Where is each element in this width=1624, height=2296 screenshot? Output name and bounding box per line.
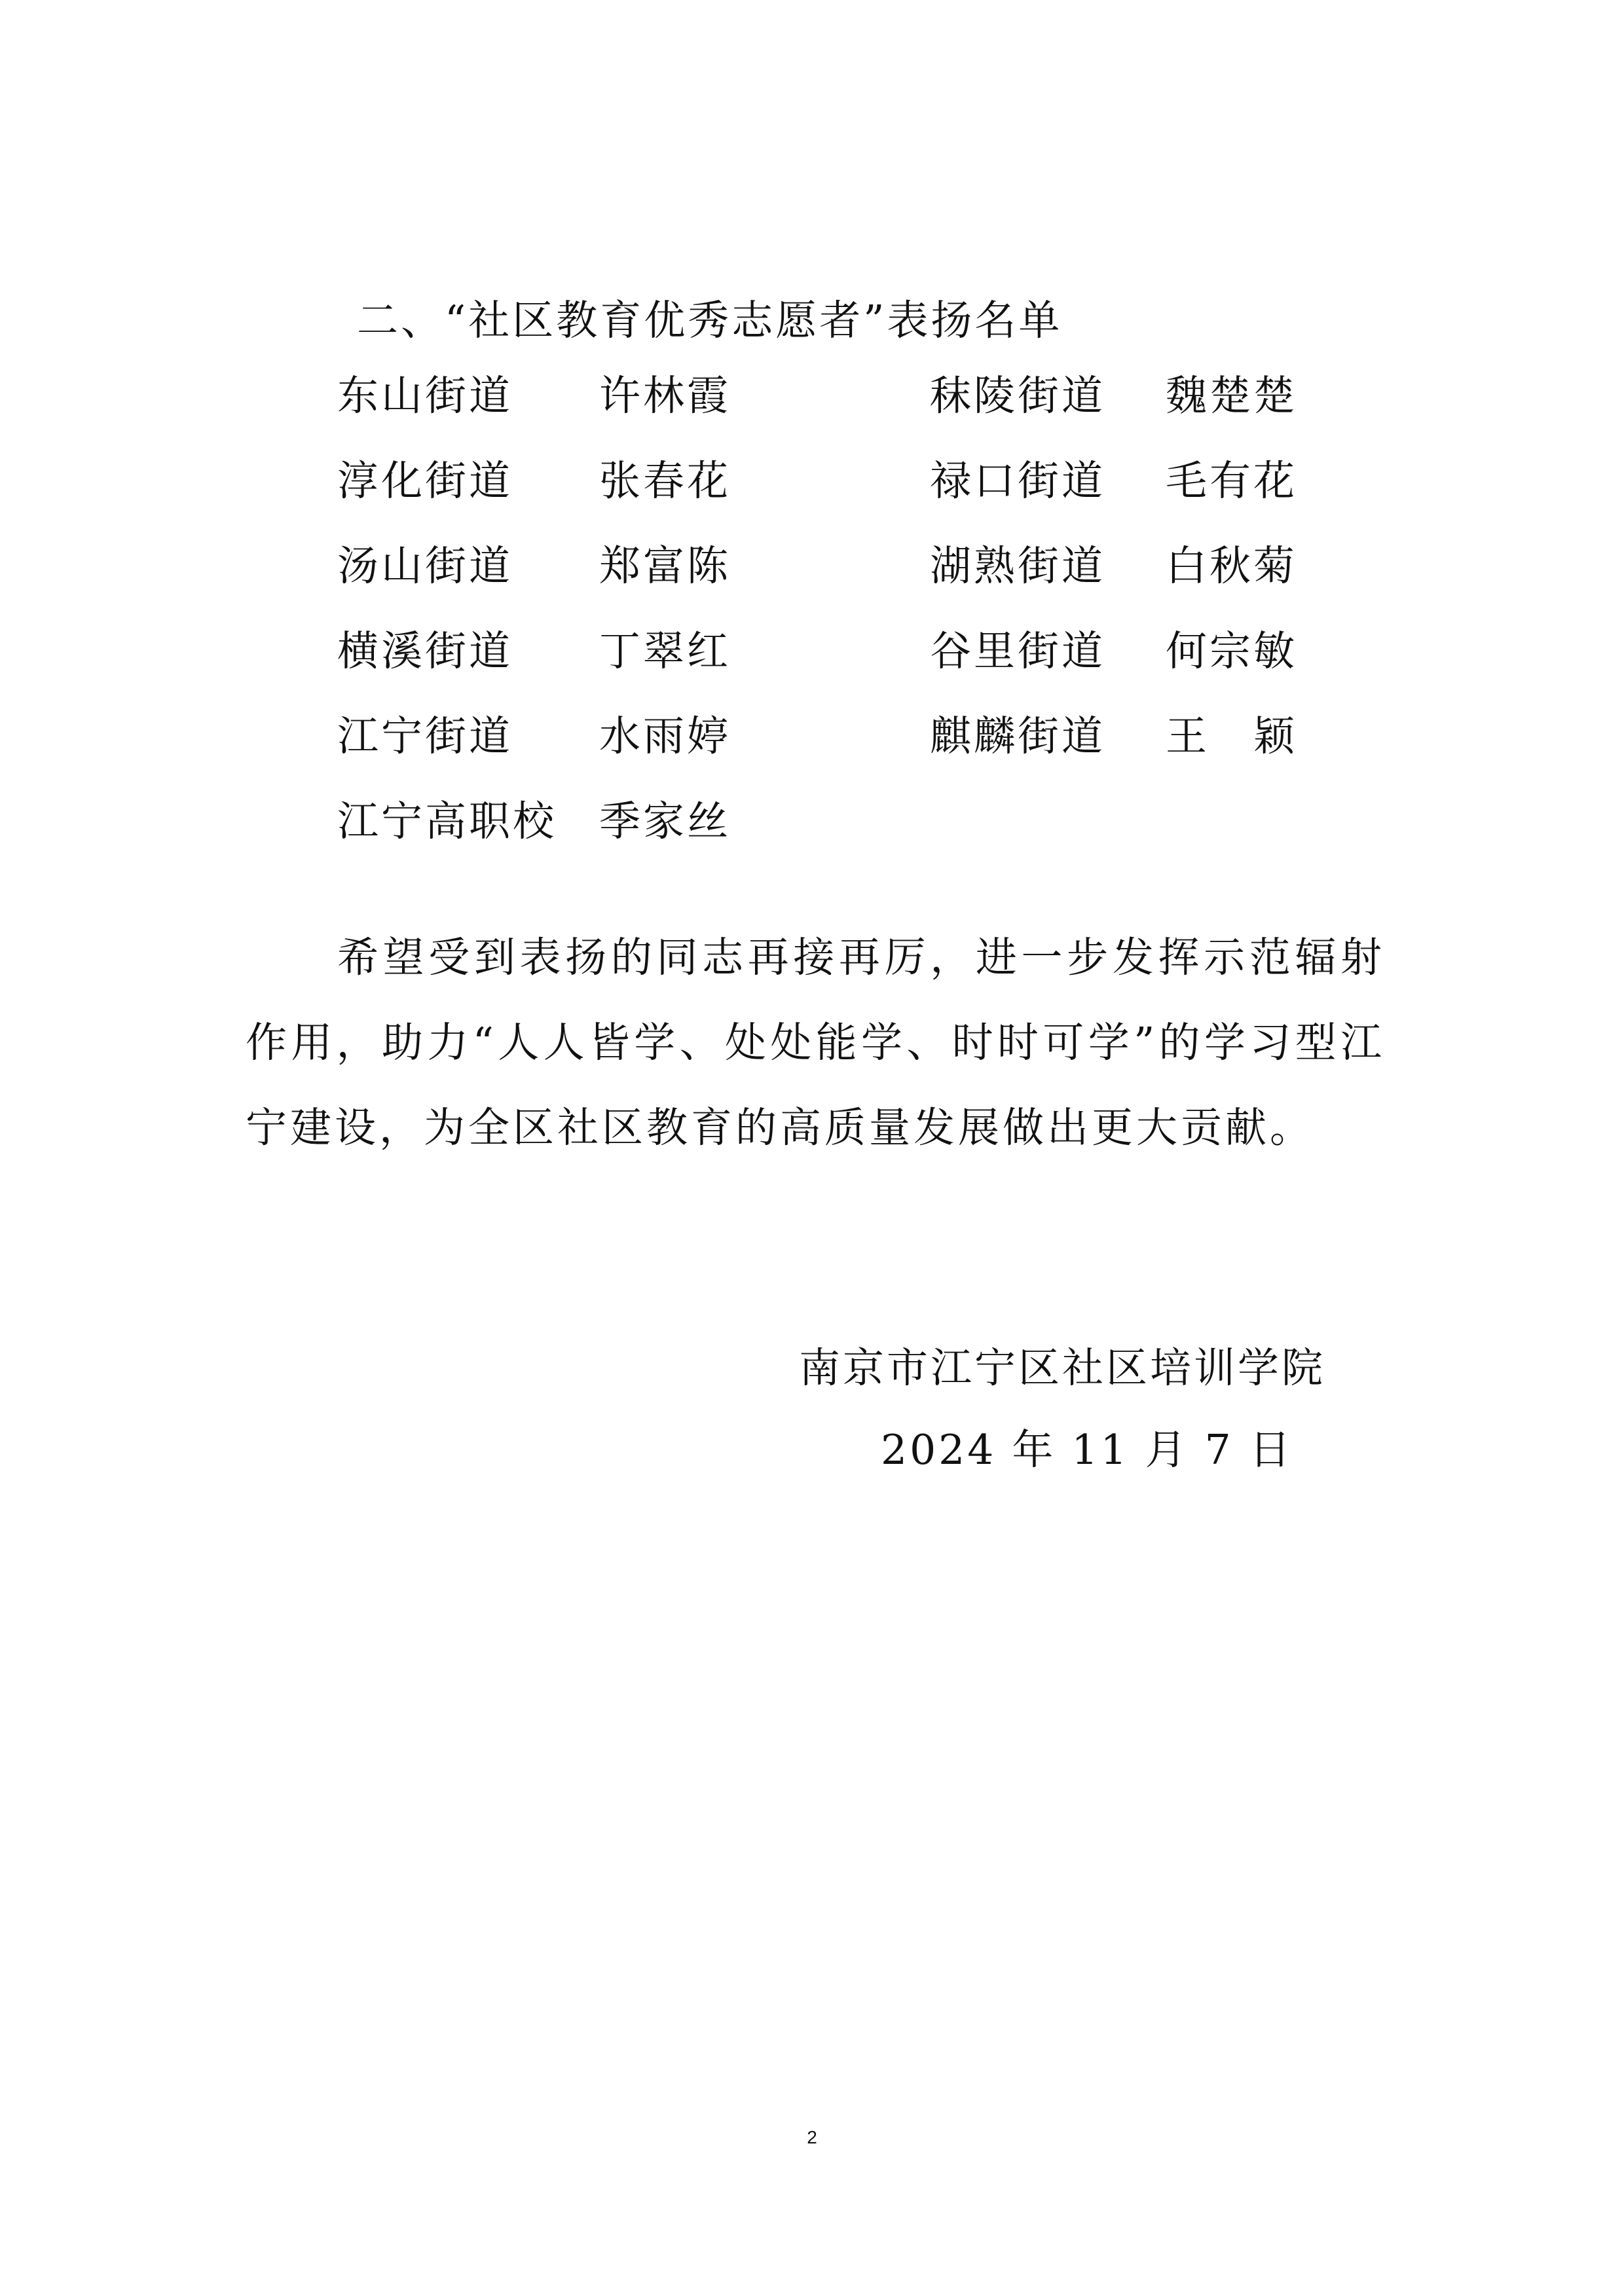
- unit-name: 江宁街道: [337, 712, 513, 760]
- person-name: 何宗敏: [1166, 627, 1297, 675]
- unit-name: 麒麟街道: [930, 712, 1105, 760]
- unit-name: 秣陵街道: [930, 372, 1105, 420]
- honoree-row: [337, 707, 1385, 792]
- person-name: 毛有花: [1166, 457, 1297, 505]
- unit-name: 江宁高职校: [337, 797, 557, 845]
- person-name: 郑富陈: [599, 542, 731, 590]
- honoree-row: [337, 792, 1385, 877]
- signature-date: 2024 年 11 月 7 日: [881, 1426, 1293, 1474]
- unit-name: 湖熟街道: [930, 542, 1105, 590]
- person-name: 水雨婷: [599, 712, 731, 760]
- honoree-row: [337, 537, 1385, 622]
- unit-name: 汤山街道: [337, 542, 513, 590]
- unit-name: 禄口街道: [930, 457, 1105, 505]
- unit-name: 横溪街道: [337, 627, 513, 675]
- person-name: 张春花: [599, 457, 731, 505]
- signature-organization: 南京市江宁区社区培训学院: [799, 1344, 1325, 1392]
- person-name: 季家丝: [599, 797, 731, 845]
- honoree-row: [337, 452, 1385, 537]
- honoree-row: [337, 367, 1385, 452]
- honoree-row: [337, 622, 1385, 707]
- person-name: 白秋菊: [1166, 542, 1297, 590]
- section-heading: 二、“社区教育优秀志愿者”表扬名单: [357, 297, 1063, 344]
- person-name: 许林霞: [599, 372, 731, 420]
- person-name: 王 颖: [1166, 712, 1297, 760]
- unit-name: 淳化街道: [337, 457, 513, 505]
- unit-name: 谷里街道: [930, 627, 1105, 675]
- person-name: 丁翠红: [599, 627, 731, 675]
- unit-name: 东山街道: [337, 372, 513, 420]
- page-number: 2: [807, 2127, 817, 2147]
- closing-paragraph: 希望受到表扬的同志再接再厉，进一步发挥示范辐射作用，助力“人人皆学、处处能学、时时可学”的学习型江宁建设，为全区社区教育的高质量发展做出更大贡献。: [246, 934, 1385, 1152]
- honoree-list: [337, 367, 1385, 877]
- person-name: 魏楚楚: [1166, 372, 1297, 420]
